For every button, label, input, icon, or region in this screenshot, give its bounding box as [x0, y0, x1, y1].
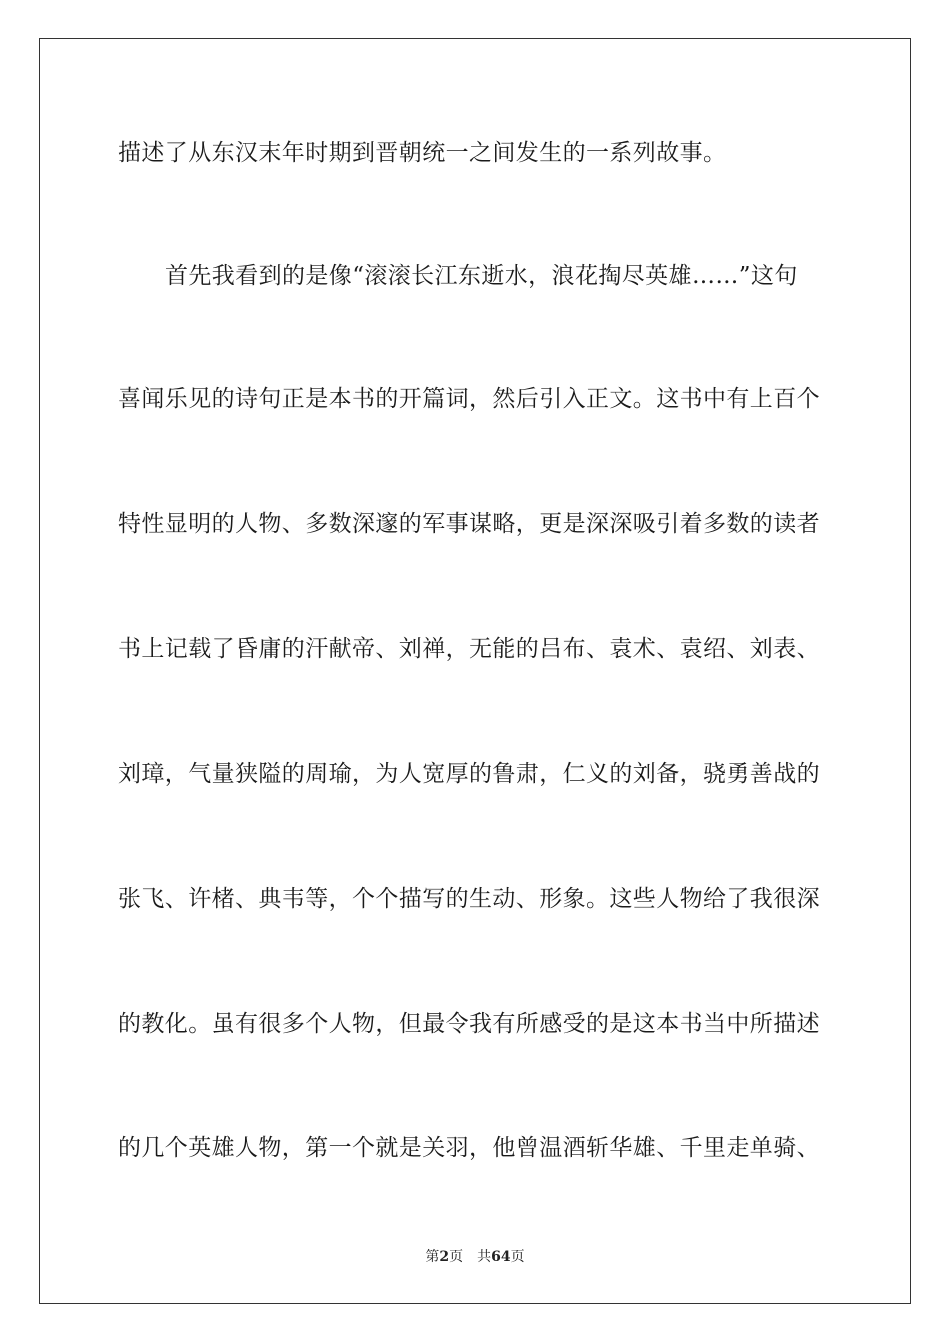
page-border — [39, 38, 911, 1304]
text-line-7: 张飞、许楮、典韦等，个个描写的生动、形象。这些人物给了我很深 — [118, 886, 820, 912]
total-pages-number: 64 — [491, 1249, 511, 1265]
text-line-8: 的教化。虽有很多个人物，但最令我有所感受的是这本书当中所描述 — [118, 1011, 820, 1037]
text-line-1: 描述了从东汉末年时期到晋朝统一之间发生的一系列故事。 — [118, 140, 727, 166]
total-label-suffix: 页 — [510, 1249, 525, 1265]
text-line-5: 书上记载了昏庸的汗献帝、刘禅，无能的吕布、袁术、袁绍、刘表、 — [118, 636, 820, 662]
page-footer — [0, 1248, 950, 1266]
text-line-3: 喜闻乐见的诗句正是本书的开篇词，然后引入正文。这书中有上百个 — [118, 386, 820, 412]
page-label-prefix: 第 — [425, 1249, 440, 1265]
current-page-number: 2 — [439, 1249, 450, 1265]
total-label-prefix: 共 — [477, 1249, 492, 1265]
text-line-2: 首先我看到的是像“滚滚长江东逝水，浪花掏尽英雄……”这句 — [165, 263, 798, 289]
page-label-suffix: 页 — [449, 1249, 464, 1265]
text-line-6: 刘璋，气量狭隘的周瑜，为人宽厚的鲁肃，仁义的刘备，骁勇善战的 — [118, 761, 820, 787]
text-line-9: 的几个英雄人物，第一个就是关羽，他曾温酒斩华雄、千里走单骑、 — [118, 1135, 820, 1161]
text-line-4: 特性显明的人物、多数深邃的军事谋略，更是深深吸引着多数的读者 — [118, 511, 820, 537]
